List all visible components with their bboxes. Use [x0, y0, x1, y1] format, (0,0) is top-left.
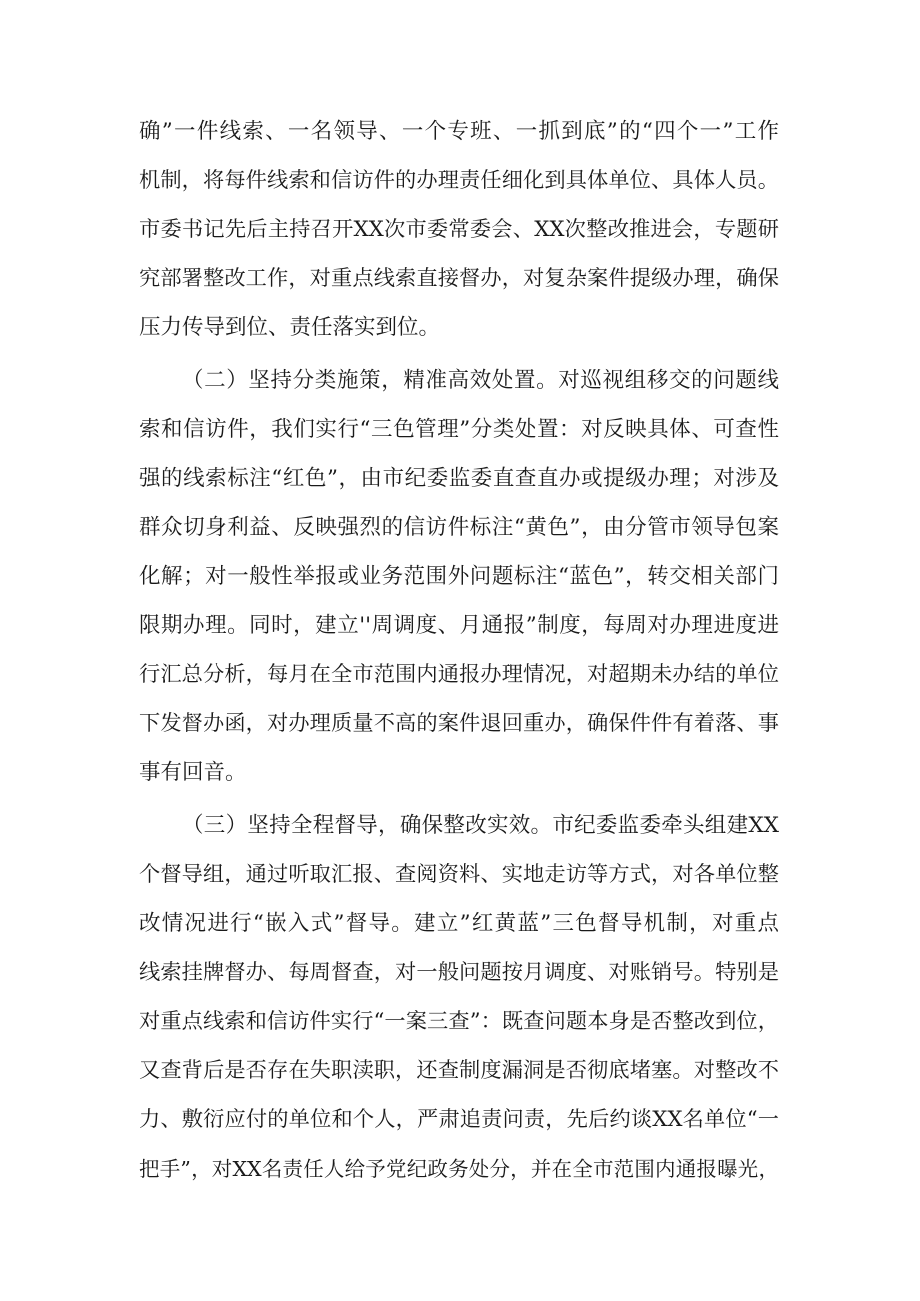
section-heading-line: （二）坚持分类施策，精准高效处置。对巡视组移交的问题线 — [182, 368, 779, 393]
text-line: 化解；对一般性举报或业务范围外问题标注“蓝色”，转交相关部门 — [139, 564, 779, 589]
text-line: 压力传导到位、责任落实到位。 — [139, 315, 441, 340]
text-line: 确”一件线索、一名领导、一个专班、一抓到底”的“四个一”工作 — [139, 119, 779, 144]
text-line: 市委书记先后主持召开XX次市委常委会、XX次整改推进会，专题研 — [139, 217, 779, 242]
text-line: 下发督办函，对办理质量不高的案件退回重办，确保件件有着落、事 — [139, 711, 779, 736]
section-heading-line: （三）坚持全程督导，确保整改实效。市纪委监委牵头组建XX — [182, 813, 779, 838]
text-line: 改情况进行“嵌入式”督导。建立”红黄蓝”三色督导机制，对重点 — [139, 911, 779, 936]
text-line: 机制，将每件线索和信访件的办理责任细化到具体单位、具体人员。 — [139, 168, 779, 193]
text-line: 限期办理。同时，建立''周调度、月通报”制度，每周对办理进度进 — [139, 613, 779, 638]
text-line: 群众切身利益、反映强烈的信访件标注“黄色”，由分管市领导包案 — [139, 515, 779, 540]
text-line: 个督导组，通过听取汇报、查阅资料、实地走访等方式，对各单位整 — [139, 862, 779, 887]
text-line: 强的线索标注“红色”，由市纪委监委直查直办或提级办理；对涉及 — [139, 466, 779, 491]
text-line: 索和信访件，我们实行“三色管理”分类处置：对反映具体、可查性 — [139, 417, 779, 442]
text-line: 又查背后是否存在失职渎职，还查制度漏洞是否彻底堵塞。对整改不 — [139, 1058, 779, 1083]
text-line: 把手”，对XX名责任人给予党纪政务处分，并在全市范围内通报曝光， — [139, 1157, 779, 1181]
text-line: 对重点线索和信访件实行“一案三查”：既查问题本身是否整改到位， — [139, 1009, 779, 1034]
text-line: 事有回音。 — [139, 760, 247, 785]
text-line: 线索挂牌督办、每周督查，对一般问题按月调度、对账销号。特别是 — [139, 960, 779, 985]
text-line: 究部署整改工作，对重点线索直接督办，对复杂案件提级办理，确保 — [139, 266, 779, 291]
text-line: 力、敷衍应付的单位和个人，严肃追责问责，先后约谈XX名单位“一 — [139, 1107, 779, 1132]
text-line: 行汇总分析，每月在全市范围内通报办理情况，对超期未办结的单位 — [139, 662, 779, 687]
